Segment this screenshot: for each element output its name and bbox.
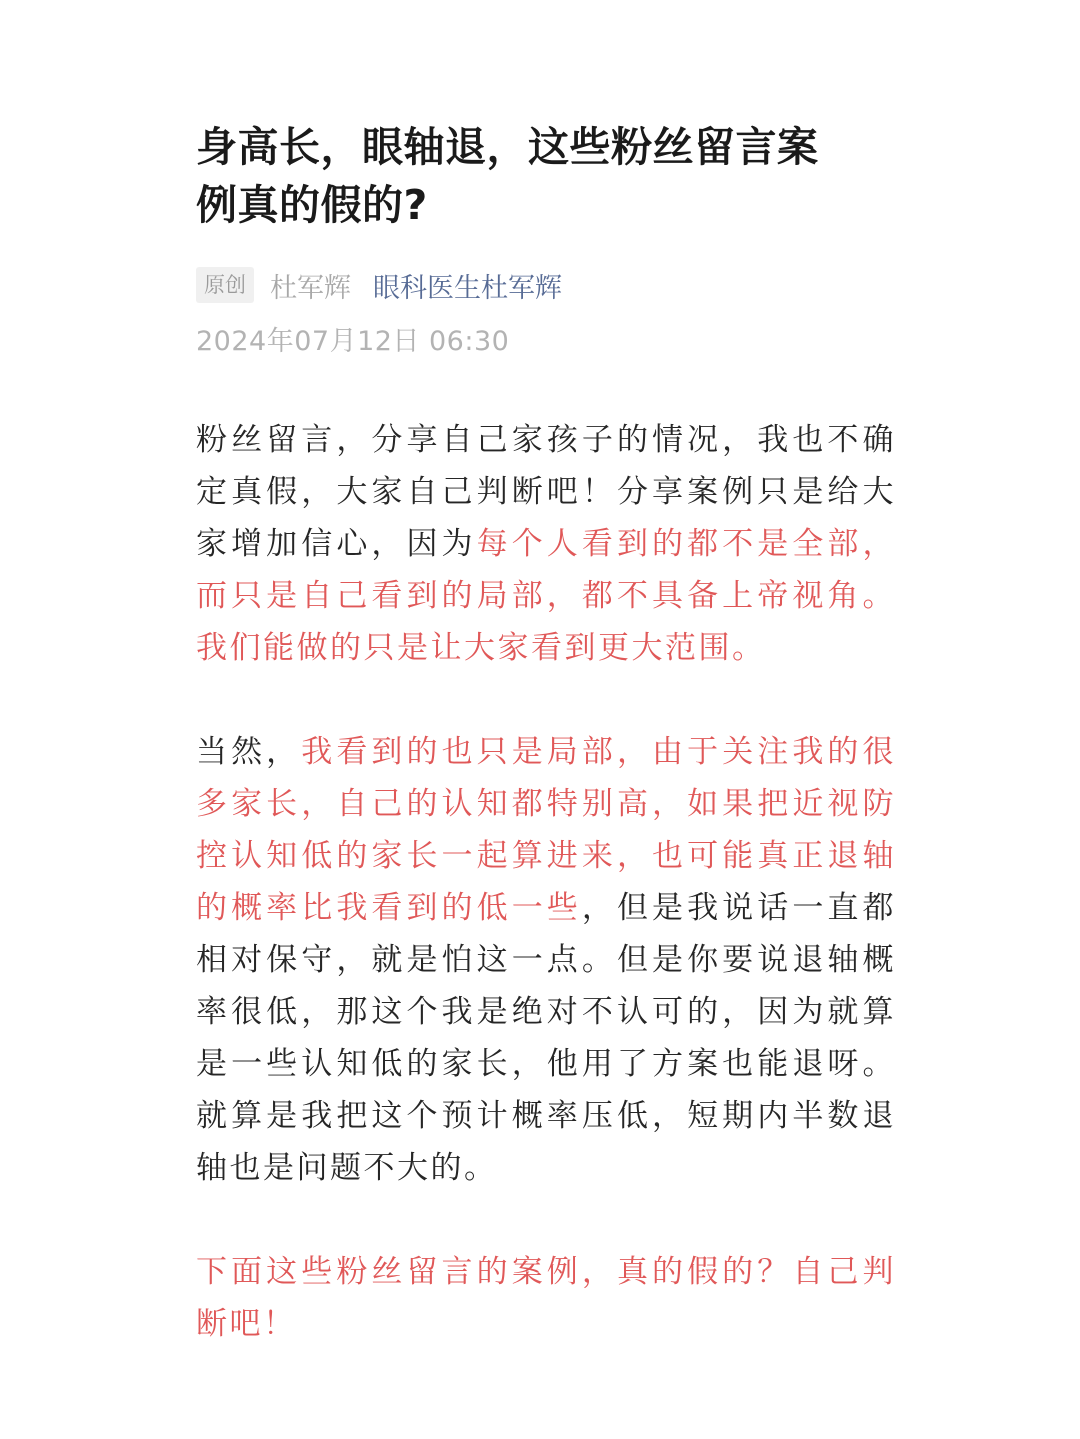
paragraph-text: 当然， — [196, 734, 302, 770]
highlighted-text: 每个人看到的都不是全部，而只是自己看到的局部，都不具备上帝视角。我们能做的只是让大家看到更大范围。 — [196, 526, 897, 666]
paragraph-text: ，但是我说话一直都相对保守，就是怕这一点。但是你要说退轴概率很低，那这个我是绝对不认可的，因为就算是一些认知低的家长，他用了方案也能退呀。就算是我把这个预计概率压低，短期内半数退轴也是问题不大的。 — [196, 890, 897, 1186]
original-badge: 原创 — [196, 267, 254, 303]
highlighted-text: 下面这些粉丝留言的案例，真的假的？自己判断吧！ — [196, 1254, 896, 1342]
highlighted-text: 我看到的也只是局部，由于关注我的很多家长，自己的认知都特别高，如果把近视防控认知低的家长一起算进来，也可能真正退轴的概率比我看到的低一些 — [196, 734, 897, 926]
publish-date: 2024年07月12日 06:30 — [196, 326, 510, 357]
paragraph — [196, 726, 896, 1194]
paragraph — [196, 414, 896, 674]
paragraph — [196, 1246, 896, 1350]
article — [196, 118, 896, 1350]
article-meta — [196, 266, 896, 304]
author-name: 杜军辉 — [270, 272, 351, 304]
paragraph-text: 粉丝留言，分享自己家孩子的情况，我也不确定真假，大家自己判断吧！分享案例只是给大家增加信心，因为 — [196, 422, 896, 562]
article-body — [196, 414, 896, 1350]
account-link[interactable]: 眼科医生杜军辉 — [373, 272, 562, 304]
article-title: 身高长，眼轴退，这些粉丝留言案例真的假的? — [196, 123, 819, 229]
